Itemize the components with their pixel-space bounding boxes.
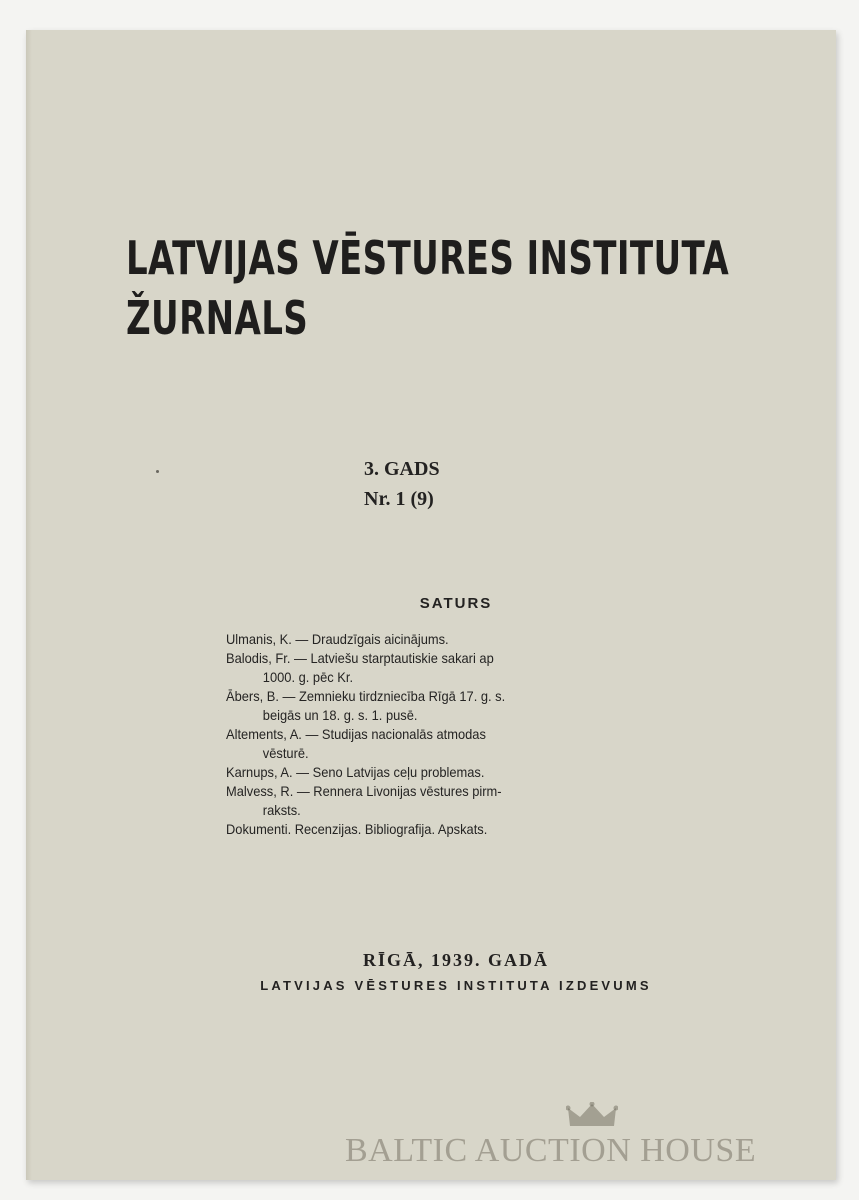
toc-entry-continuation: vēsturē.	[262, 745, 309, 761]
toc-entry-text: Balodis, Fr. — Latviešu starptautiskie sakari ap	[226, 650, 494, 666]
contents-heading: SATURS	[419, 595, 493, 612]
toc-entry	[226, 782, 594, 820]
toc-entry-text: Malvess, R. — Rennera Livonijas vēstures pirm-	[226, 783, 502, 799]
toc-entry-text: Ulmanis, K. — Draudzīgais aicinājums.	[226, 631, 449, 647]
toc-entry	[226, 820, 594, 839]
toc-entry-continuation: beigās un 18. g. s. 1. pusē.	[262, 707, 418, 723]
title-line-2: ŽURNALS	[126, 291, 309, 345]
toc-entry	[226, 725, 594, 763]
journal-cover	[26, 30, 836, 1180]
toc-entry-text: Dokumenti. Recenzijas. Bibliografija. Apskats.	[226, 821, 488, 837]
toc-entry	[226, 649, 594, 687]
issue-number: Nr. 1 (9)	[364, 488, 434, 510]
toc-entry-text: Karnups, A. — Seno Latvijas ceļu problemas.	[226, 764, 485, 780]
toc-entry	[226, 687, 594, 725]
publisher-line: LATVIJAS VĒSTURES INSTITUTA IZDEVUMS	[260, 978, 652, 993]
cover-edge	[26, 30, 32, 1180]
issue-year: 3. GADS	[364, 458, 440, 480]
table-of-contents	[226, 630, 594, 839]
watermark-text: BALTIC AUCTION HOUSE	[345, 1132, 757, 1169]
toc-entry-text: Altements, A. — Studijas nacionalās atmodas	[226, 726, 486, 742]
toc-entry	[226, 630, 594, 649]
journal-title	[126, 228, 730, 348]
toc-entry	[226, 763, 594, 782]
toc-entry-continuation: 1000. g. pēc Kr.	[262, 669, 354, 685]
title-line-1: LATVIJAS VĒSTURES INSTITUTA	[126, 231, 730, 285]
crown-icon	[566, 1102, 618, 1130]
toc-entry-text: Ābers, B. — Zemnieku tirdzniecība Rīgā 17. g. s.	[226, 688, 506, 704]
place-and-year: RĪGĀ, 1939. GADĀ	[362, 950, 549, 970]
paper-speck	[156, 470, 159, 473]
toc-entry-continuation: raksts.	[262, 802, 301, 818]
issue-info	[316, 454, 516, 514]
